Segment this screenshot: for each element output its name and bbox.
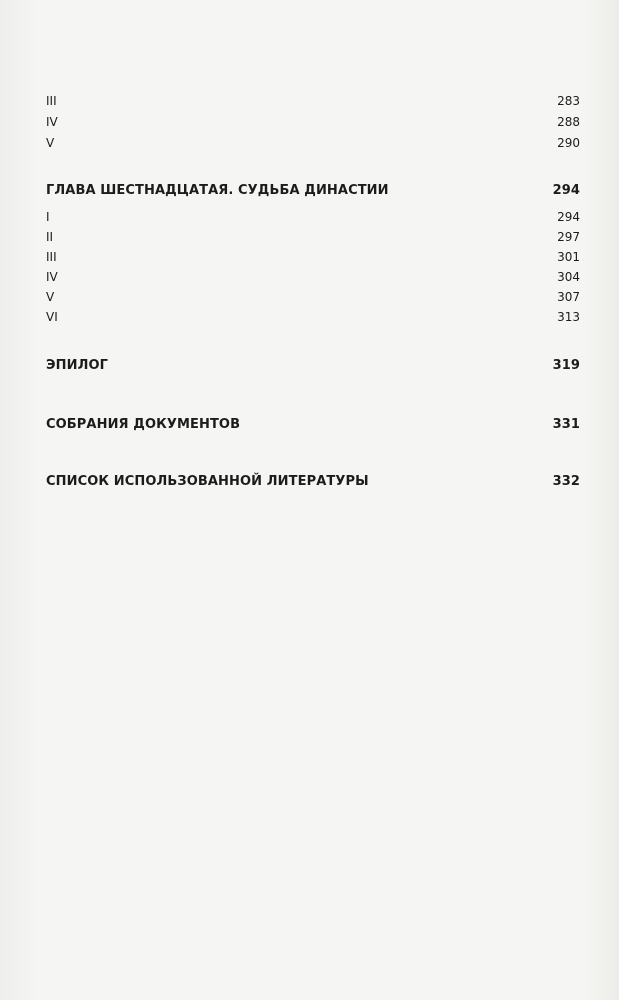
toc-page-number: 301 xyxy=(557,250,580,264)
toc-page-number: 307 xyxy=(557,290,580,304)
toc-subentry[interactable] xyxy=(46,228,580,246)
toc-chapter-title: ЭПИЛОГ xyxy=(46,358,109,373)
toc-subentry-label: IV xyxy=(46,115,58,129)
toc-page-number: 297 xyxy=(557,230,580,244)
toc-subentry[interactable] xyxy=(46,268,580,286)
toc-page-number: 319 xyxy=(552,358,580,373)
toc-subentry[interactable] xyxy=(46,134,580,152)
toc-chapter-title: ГЛАВА ШЕСТНАДЦАТАЯ. СУДЬБА ДИНАСТИИ xyxy=(46,183,389,198)
toc-page-number: 290 xyxy=(557,136,580,150)
toc-page-number: 294 xyxy=(552,183,580,198)
toc-chapter-title: СОБРАНИЯ ДОКУМЕНТОВ xyxy=(46,417,241,432)
toc-subentry-label: II xyxy=(46,230,54,244)
toc-subentry-label: III xyxy=(46,250,57,264)
toc-subentry[interactable] xyxy=(46,92,580,110)
toc-chapter-entry[interactable] xyxy=(46,355,580,377)
toc-subentry-label: VI xyxy=(46,310,58,324)
toc-subentry[interactable] xyxy=(46,208,580,226)
toc-page-number: 313 xyxy=(557,310,580,324)
toc-page-number: 294 xyxy=(557,210,580,224)
toc-subentry-label: V xyxy=(46,136,55,150)
toc-subentry[interactable] xyxy=(46,113,580,131)
toc-subentry[interactable] xyxy=(46,288,580,306)
toc-chapter-entry[interactable] xyxy=(46,180,580,202)
toc-subentry-label: I xyxy=(46,210,50,224)
toc-chapter-entry[interactable] xyxy=(46,471,580,493)
toc-page-number: 331 xyxy=(552,417,580,432)
toc-page-number: 304 xyxy=(557,270,580,284)
toc-subentry-label: III xyxy=(46,94,57,108)
toc-subentry-label: V xyxy=(46,290,55,304)
toc-page-number: 283 xyxy=(557,94,580,108)
toc-subentry-label: IV xyxy=(46,270,58,284)
toc-subentry[interactable] xyxy=(46,308,580,326)
toc-chapter-title: СПИСОК ИСПОЛЬЗОВАННОЙ ЛИТЕРАТУРЫ xyxy=(46,474,369,489)
toc-page-number: 332 xyxy=(552,474,580,489)
toc-subentry[interactable] xyxy=(46,248,580,266)
toc-page-number: 288 xyxy=(557,115,580,129)
toc-chapter-entry[interactable] xyxy=(46,414,580,436)
